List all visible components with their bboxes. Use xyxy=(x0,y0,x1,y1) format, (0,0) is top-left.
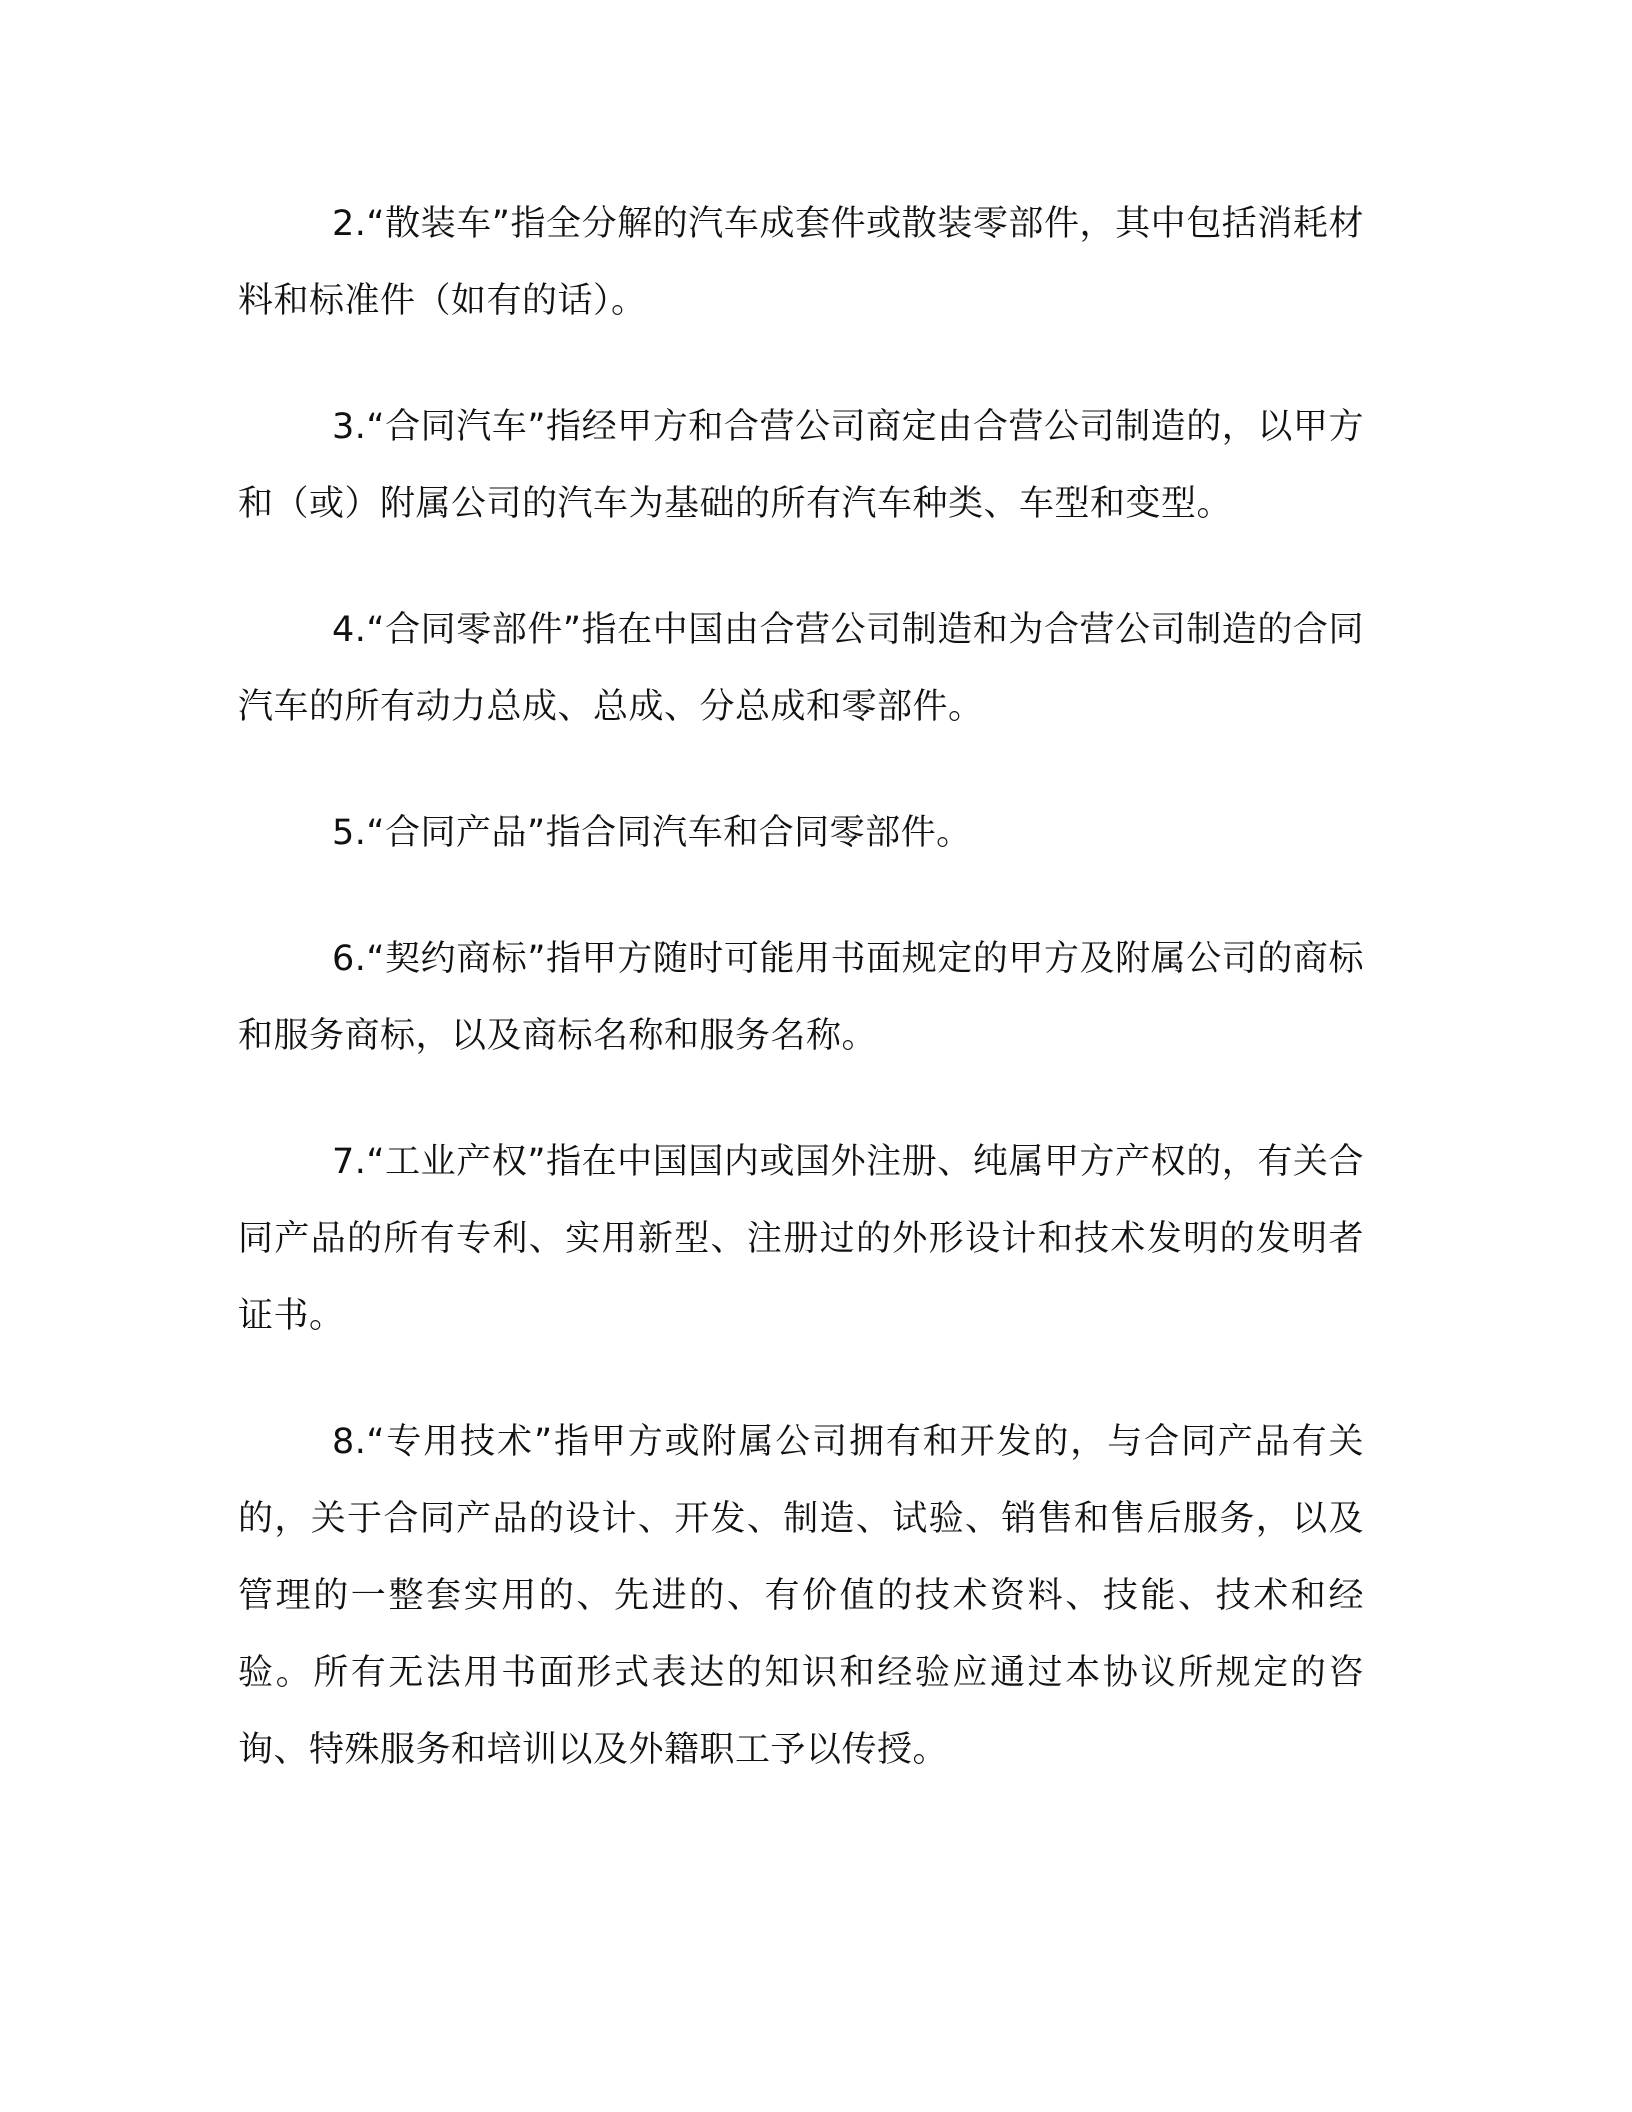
definition-paragraph-7: 7.“工业产权”指在中国国内或国外注册、纯属甲方产权的，有关合同产品的所有专利、实用新型、注册过的外形设计和技术发明的发明者证书。 xyxy=(238,1142,1364,1336)
document-body xyxy=(238,186,1364,1838)
definition-paragraph-2: 2.“散装车”指全分解的汽车成套件或散装零部件，其中包括消耗材料和标准件（如有的话）。 xyxy=(238,204,1364,321)
definition-paragraph-3: 3.“合同汽车”指经甲方和合营公司商定由合营公司制造的，以甲方和（或）附属公司的汽车为基础的所有汽车种类、车型和变型。 xyxy=(238,407,1364,524)
definition-paragraph-5: 5.“合同产品”指合同汽车和合同零部件。 xyxy=(332,813,972,853)
definition-paragraph-4: 4.“合同零部件”指在中国由合营公司制造和为合营公司制造的合同汽车的所有动力总成、总成、分总成和零部件。 xyxy=(238,610,1364,727)
definition-paragraph-8: 8.“专用技术”指甲方或附属公司拥有和开发的，与合同产品有关的，关于合同产品的设计、开发、制造、试验、销售和售后服务，以及管理的一整套实用的、先进的、有价值的技术资料、技能、技术和经验。所有无法用书面形式表达的知识和经验应通过本协议所规定的咨询、特殊服务和培训以及外籍职工予以传授。 xyxy=(238,1422,1364,1770)
definition-paragraph-6: 6.“契约商标”指甲方随时可能用书面规定的甲方及附属公司的商标和服务商标，以及商标名称和服务名称。 xyxy=(238,939,1364,1056)
